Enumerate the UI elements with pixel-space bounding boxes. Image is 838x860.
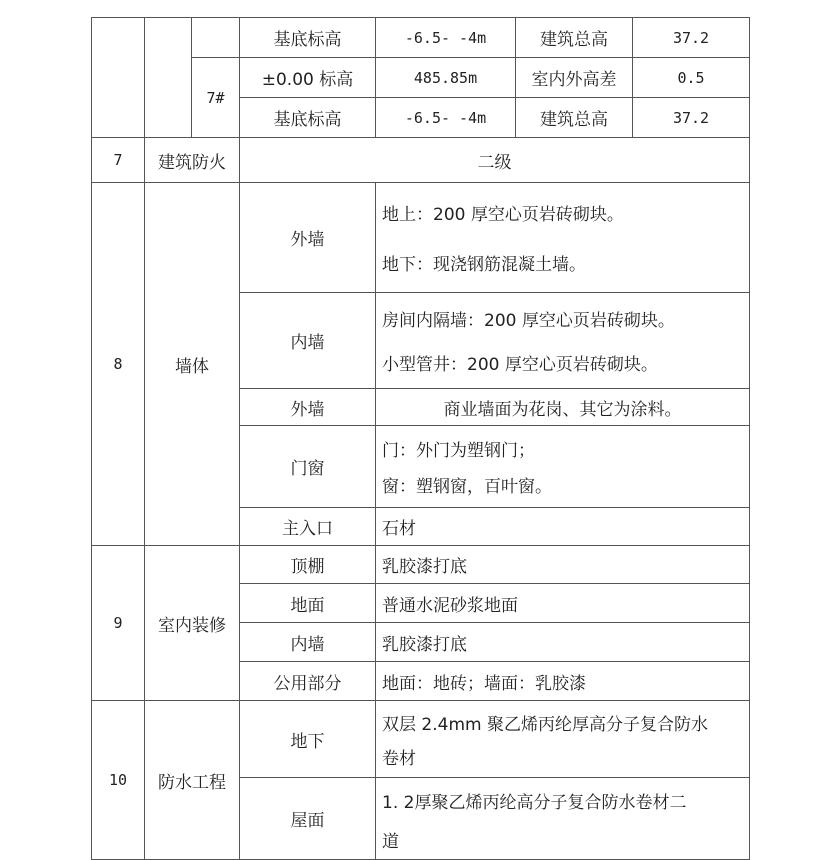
item-value [375,777,750,860]
item-value: 商业墙面为花岗、其它为涂料。 [375,388,750,426]
section-name: 建筑防火 [144,137,240,183]
row-label2: 建筑总高 [515,97,633,138]
item-line: 小型管井：200 厚空心页岩砖砌块。 [382,354,658,375]
item-value [375,700,750,778]
item-label: 顶棚 [239,545,376,584]
section-name: 室内装修 [144,545,240,701]
item-label: 外墙 [239,388,376,426]
item-value [375,292,750,389]
section-no: 7 [91,137,145,183]
item-label: 内墙 [239,292,376,389]
item-label: 地面 [239,583,376,623]
section-value: 二级 [239,137,750,183]
row-value2: 0.5 [632,57,750,98]
section-no: 8 [91,182,145,546]
row-label2: 建筑总高 [515,17,633,58]
row-value2: 37.2 [632,97,750,138]
item-value: 地面：地砖；墙面：乳胶漆 [375,661,750,701]
item-line: 卷材 [382,748,416,769]
row-value2: 37.2 [632,17,750,58]
item-label: 内墙 [239,622,376,662]
row-label: 基底标高 [239,17,376,58]
row-label: 基底标高 [239,97,376,138]
item-line: 双层 2.4mm 聚乙烯丙纶厚高分子复合防水 [382,714,708,735]
item-label: 外墙 [239,182,376,293]
section-no: 9 [91,545,145,701]
section-name: 防水工程 [144,700,240,860]
row-value: -6.5- -4m [375,17,516,58]
item-line: 道 [382,832,399,852]
cell-empty [144,17,192,138]
row-label: ±0.00 标高 [239,57,376,98]
item-label: 公用部分 [239,661,376,701]
section-name: 墙体 [144,182,240,546]
item-value [375,425,750,508]
item-label: 屋面 [239,777,376,860]
item-value: 石材 [375,507,750,546]
item-value: 普通水泥砂浆地面 [375,583,750,623]
section-no: 10 [91,700,145,860]
building-7-label: 7# [191,57,240,138]
item-label: 地下 [239,700,376,778]
item-line: 地上：200 厚空心页岩砖砌块。 [382,204,624,225]
item-line: 窗：塑钢窗，百叶窗。 [382,477,552,498]
cell-empty [191,17,240,58]
item-line: 门：外门为塑钢门； [382,440,535,461]
item-value: 乳胶漆打底 [375,545,750,584]
item-label: 主入口 [239,507,376,546]
item-line: 地下：现浇钢筋混凝土墙。 [382,255,586,276]
row-value: 485.85m [375,57,516,98]
item-value: 乳胶漆打底 [375,622,750,662]
item-line: 1. 2厚聚乙烯丙纶高分子复合防水卷材二 [382,793,687,813]
row-value: -6.5- -4m [375,97,516,138]
cell-no-empty [91,17,145,138]
item-label: 门窗 [239,425,376,508]
item-line: 房间内隔墙：200 厚空心页岩砖砌块。 [382,311,675,332]
row-label2: 室内外高差 [515,57,633,98]
item-value [375,182,750,293]
